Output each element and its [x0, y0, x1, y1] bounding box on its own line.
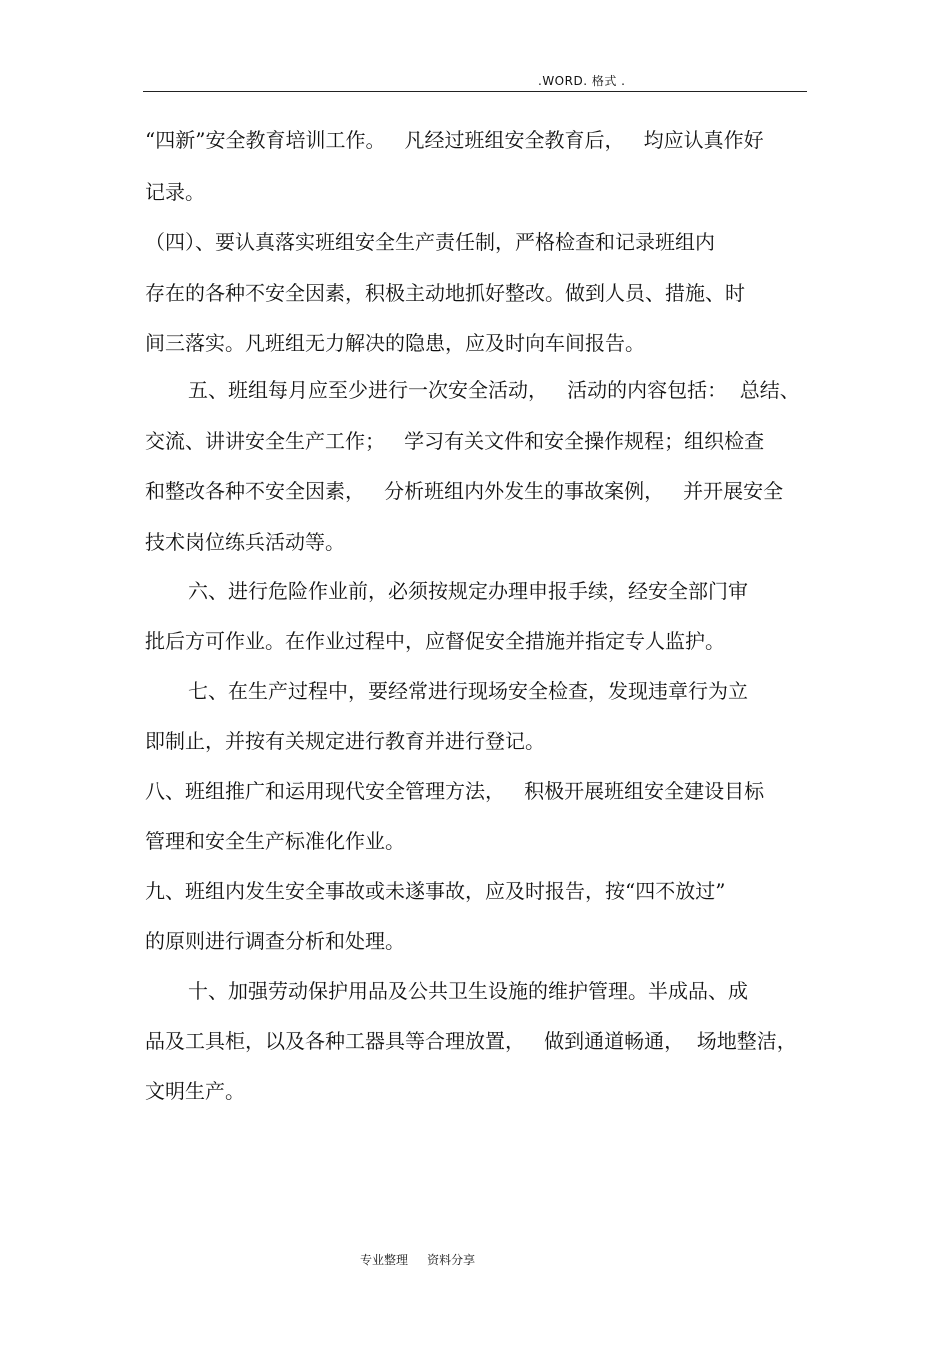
text-line: 交流、讲讲安全生产工作； 学习有关文件和安全操作规程；组织检查 [145, 429, 765, 453]
text-line: 文明生产。 [145, 1079, 245, 1103]
text-line: 五、班组每月应至少进行一次安全活动， 活动的内容包括： 总结、 [188, 378, 800, 402]
page-header [0, 72, 950, 92]
text-line: 技术岗位练兵活动等。 [145, 530, 345, 554]
text-line: 即制止，并按有关规定进行教育并进行登记。 [145, 729, 545, 753]
header-divider [143, 91, 807, 92]
text-line: “四新”安全教育培训工作。 凡经过班组安全教育后， 均应认真作好 [145, 128, 764, 152]
page-footer: 专业整理 资料分享 [360, 1253, 476, 1267]
text-line: 存在的各种不安全因素，积极主动地抓好整改。做到人员、措施、时 [145, 281, 745, 305]
text-line: 品及工具柜，以及各种工器具等合理放置， 做到通道畅通， 场地整洁， [145, 1029, 797, 1053]
text-line: 管理和安全生产标准化作业。 [145, 829, 405, 853]
text-line: 十、加强劳动保护用品及公共卫生设施的维护管理。半成品、成 [188, 979, 748, 1003]
text-line: 批后方可作业。在作业过程中，应督促安全措施并指定专人监护。 [145, 629, 725, 653]
header-text: .WORD. 格式 . [538, 74, 626, 88]
text-line: 六、进行危险作业前，必须按规定办理申报手续，经安全部门审 [188, 579, 748, 603]
text-line: 记录。 [145, 180, 205, 204]
text-line: 间三落实。凡班组无力解决的隐患，应及时向车间报告。 [145, 331, 645, 355]
text-line: 八、班组推广和运用现代安全管理方法， 积极开展班组安全建设目标 [145, 779, 765, 803]
text-line: （四）、要认真落实班组安全生产责任制，严格检查和记录班组内 [145, 230, 715, 254]
text-line: 和整改各种不安全因素， 分析班组内外发生的事故案例， 并开展安全 [145, 479, 784, 503]
text-line: 七、在生产过程中，要经常进行现场安全检查，发现违章行为立 [188, 679, 748, 703]
text-line: 九、班组内发生安全事故或未遂事故，应及时报告，按“四不放过” [145, 879, 726, 903]
text-line: 的原则进行调查分析和处理。 [145, 929, 405, 953]
